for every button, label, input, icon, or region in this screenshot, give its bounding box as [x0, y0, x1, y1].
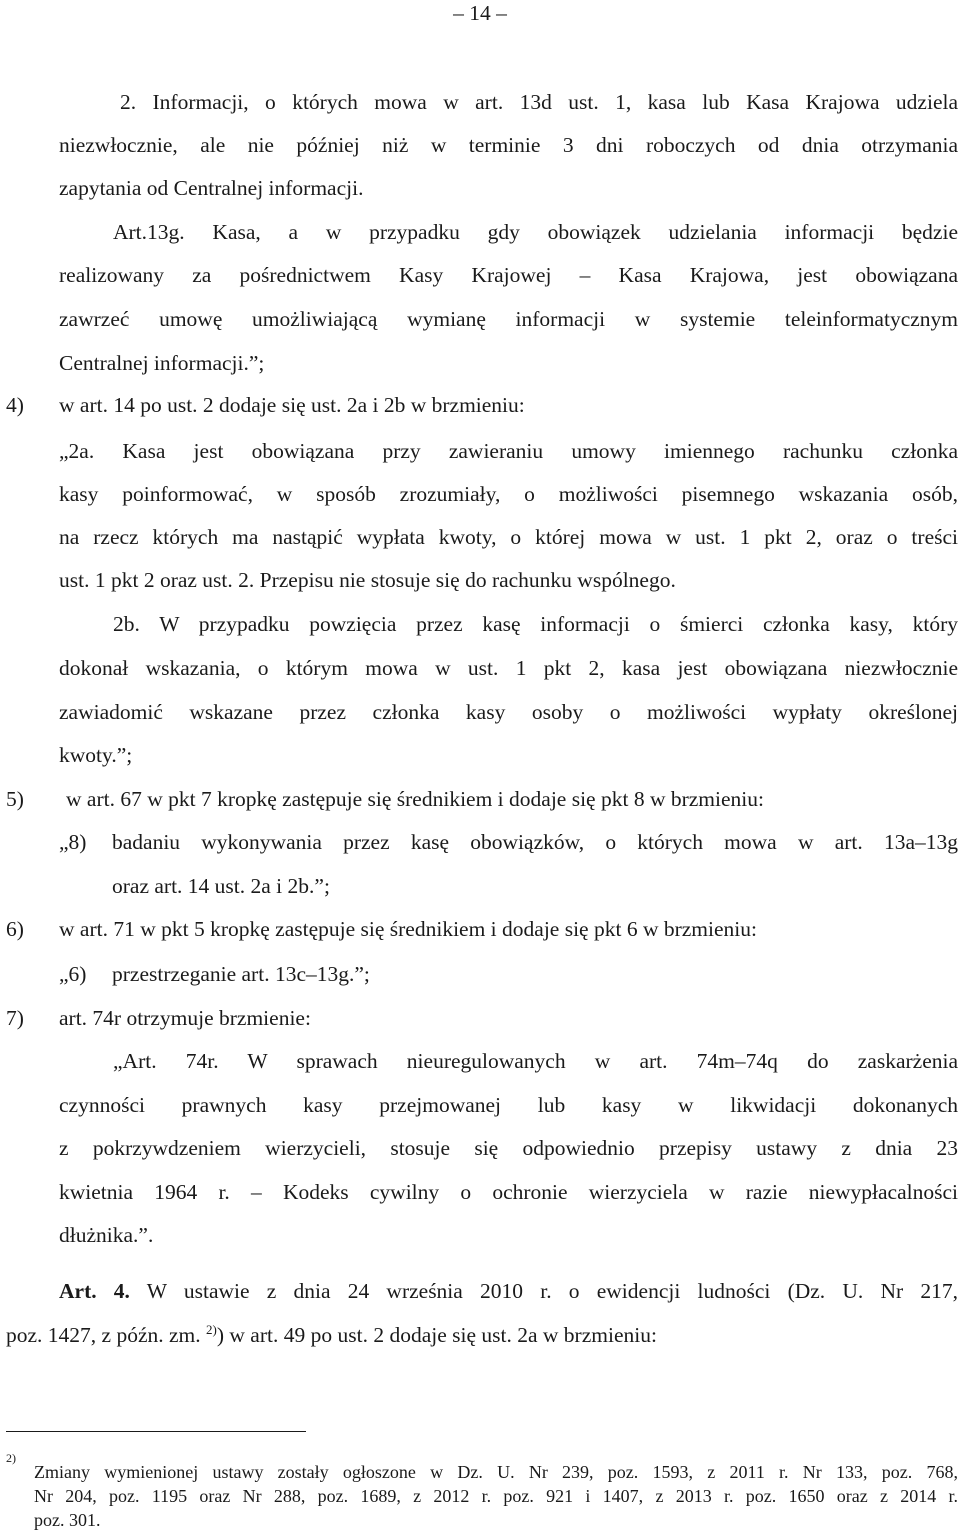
- article-4-line: poz. 1427, z późn. zm. $^{2)}$) w art. 49 po ust. 2 dodaje się ust. 2a w brzmieniu:: [6, 1321, 657, 1347]
- list-item-number: 6): [6, 917, 24, 941]
- page-number: – 14 –: [453, 1, 507, 25]
- paragraph-line: Centralnej informacji.”;: [59, 351, 265, 375]
- sub-item-text: przestrzeganie art. 13c–13g.”;: [112, 962, 370, 986]
- footnote-reference[interactable]: 2): [206, 1321, 217, 1337]
- paragraph-line: 2. Informacji, o których mowa w art. 13d ust. 1, kasa lub Kasa Krajowa udziela: [120, 90, 958, 114]
- paragraph-line: czynności prawnych kasy przejmowanej lub kasy w likwidacji dokonanych: [59, 1093, 958, 1117]
- footnote-line: Zmiany wymienionej ustawy zostały ogłoszone w Dz. U. Nr 239, poz. 1593, z 2011 r. Nr 133, poz. 768,: [34, 1462, 958, 1482]
- article-4-line: Art. 4. W ustawie z dnia 24 września 2010 r. o ewidencji ludności (Dz. U. Nr 217,: [59, 1279, 958, 1303]
- paragraph-line: kwietnia 1964 r. – Kodeks cywilny o ochronie wierzyciela w razie niewypłacalności: [59, 1180, 958, 1204]
- footnote-line: Nr 204, poz. 1195 oraz Nr 288, poz. 1689, z 2012 r. poz. 921 i 1407, z 2013 r. poz. 1650 oraz z 2014 r.: [34, 1486, 958, 1506]
- paragraph-line: kasy poinformować, w sposób zrozumiały, o możliwości pisemnego wskazania osób,: [59, 482, 958, 506]
- paragraph-line: niezwłocznie, ale nie później niż w terminie 3 dni roboczych od dnia otrzymania: [59, 133, 958, 157]
- article-4-label: Art. 4.: [59, 1279, 130, 1303]
- paragraph-line: kwoty.”;: [59, 743, 133, 767]
- paragraph-line: Art.13g. Kasa, a w przypadku gdy obowiązek udzielania informacji będzie: [113, 220, 958, 244]
- paragraph-line: „2a. Kasa jest obowiązana przy zawieraniu umowy imiennego rachunku członka: [59, 439, 958, 463]
- sub-item-line: badaniu wykonywania przez kasę obowiązków, o których mowa w art. 13a–13g: [112, 830, 958, 854]
- sub-item-number: „8): [59, 830, 87, 854]
- list-item-text: w art. 67 w pkt 7 kropkę zastępuje się średnikiem i dodaje się pkt 8 w brzmieniu:: [66, 787, 764, 811]
- paragraph-line: ust. 1 pkt 2 oraz ust. 2. Przepisu nie stosuje się do rachunku wspólnego.: [59, 568, 676, 592]
- list-item-number: 4): [6, 393, 24, 417]
- list-item-text: art. 74r otrzymuje brzmienie:: [59, 1006, 311, 1030]
- paragraph-line: na rzecz których ma nastąpić wypłata kwoty, o której mowa w ust. 1 pkt 2, oraz o treści: [59, 525, 958, 549]
- list-item-text: w art. 71 w pkt 5 kropkę zastępuje się średnikiem i dodaje się pkt 6 w brzmieniu:: [59, 917, 757, 941]
- paragraph-line: zapytania od Centralnej informacji.: [59, 176, 364, 200]
- paragraph-line: „Art. 74r. W sprawach nieuregulowanych w art. 74m–74q do zaskarżenia: [113, 1049, 958, 1073]
- paragraph-line: dłużnika.”.: [59, 1223, 154, 1247]
- list-item-number: 5): [6, 787, 24, 811]
- paragraph-line: 2b. W przypadku powzięcia przez kasę informacji o śmierci członka kasy, który: [113, 612, 958, 636]
- paragraph-line: realizowany za pośrednictwem Kasy Krajowej – Kasa Krajowa, jest obowiązana: [59, 263, 958, 287]
- footnote-separator: [6, 1431, 306, 1432]
- list-item-number: 7): [6, 1006, 24, 1030]
- footnote-marker: 2): [6, 1451, 16, 1465]
- paragraph-line: zawrzeć umowę umożliwiającą wymianę informacji w systemie teleinformatycznym: [59, 307, 958, 331]
- sub-item-line: oraz art. 14 ust. 2a i 2b.”;: [112, 874, 330, 898]
- footnote-line: poz. 301.: [34, 1510, 101, 1530]
- sub-item-number: „6): [59, 962, 87, 986]
- paragraph-line: zawiadomić wskazane przez członka kasy osoby o możliwości wypłaty określonej: [59, 700, 958, 724]
- list-item-text: w art. 14 po ust. 2 dodaje się ust. 2a i 2b w brzmieniu:: [59, 393, 525, 417]
- paragraph-line: z pokrzywdzeniem wierzycieli, stosuje się odpowiednio przepisy ustawy z dnia 23: [59, 1136, 958, 1160]
- paragraph-line: dokonał wskazania, o którym mowa w ust. 1 pkt 2, kasa jest obowiązana niezwłocznie: [59, 656, 958, 680]
